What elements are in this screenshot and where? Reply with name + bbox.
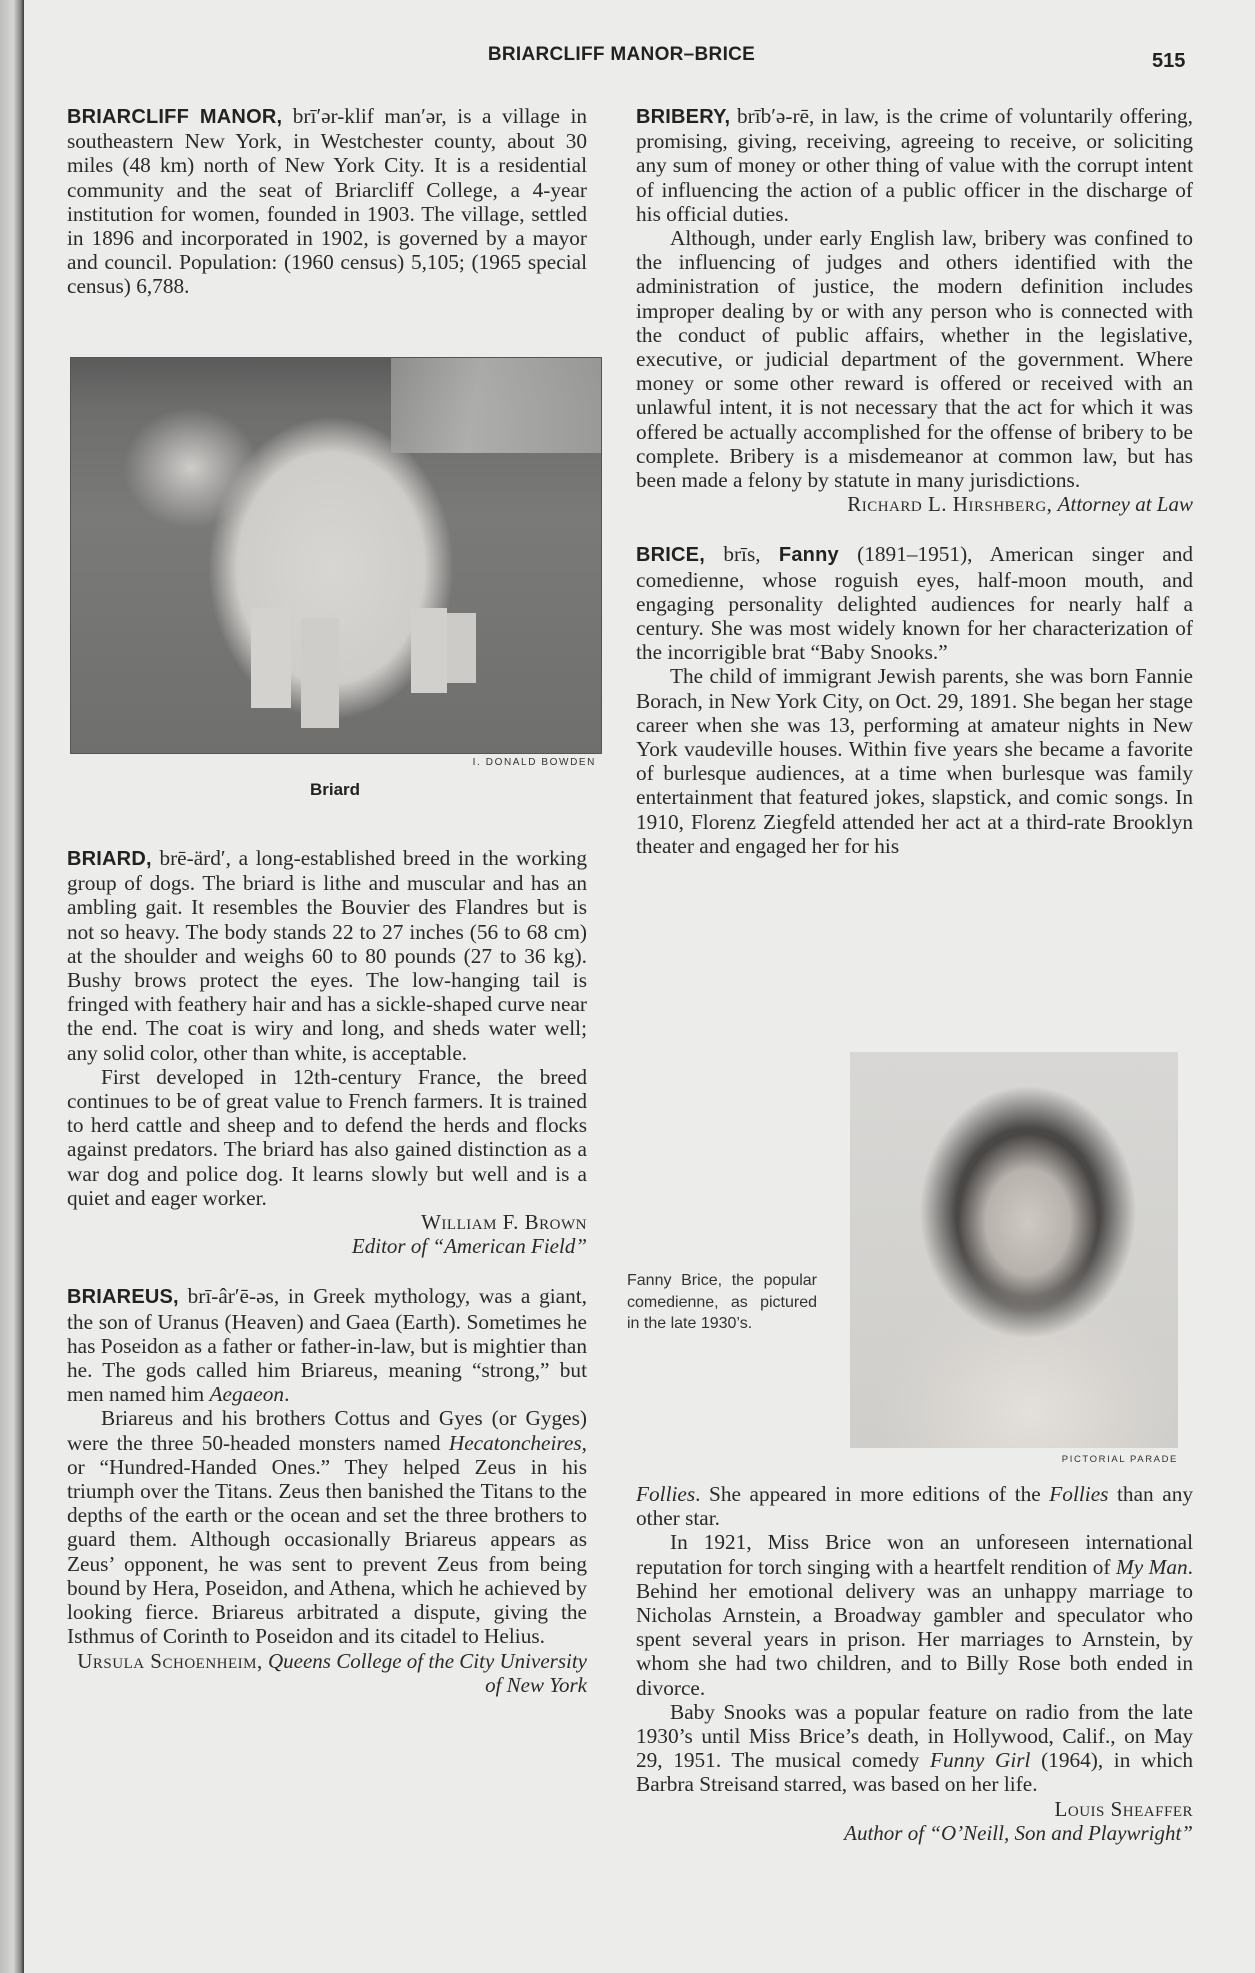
figure-caption: Fanny Brice, the popular comedienne, as pictured in the late 1930’s. [627, 1272, 817, 1332]
entry-paragraph-continued: Follies. She appeared in more editions of the Follies than any other star. [636, 1482, 1193, 1531]
author-affiliation: Attorney at Law [1057, 492, 1193, 517]
entry-text: in law, is the crime of voluntarily offering, promising, giving, receiving, agreeing to receive, or soliciting any sum of money or other thing of value with the corrupt intent of influencing the action of a public officer in the discharge of his official duties. [636, 104, 1193, 226]
entry-briareus: BRIAREUS, brī-âr′ē-əs, in Greek mythology, was a giant, the son of Uranus (Heaven) and Gaea (Earth). Sometimes he has Poseidon as a father or father-in-law, but is mightier than he. The gods called him Briareus, meaning “strong,” but men named him Aegaeon. Briareus and his brothers Cottus and Gyes (or Gyges) were the three 50-headed monsters named Hecatoncheires, or “Hundred-Handed Ones.” They helped Zeus in his triumph over the Titans. Zeus then banished the Titans to the depths of the earth or the ocean and set the three brothers to guard them. Although occasionally Briareus appears as Zeus’ opponent, he was sent to prevent Zeus from being bound by Hera, Poseidon, and Athena, which he achieved by looking fierce. Briareus arbitrated a dispute, giving the Isthmus of Corinth to Poseidon and its citadel to Helius. Ursula Schoenheim, Queens College of the City University of New York [67, 1284, 587, 1697]
pronunciation: brīs, [723, 542, 761, 567]
entry-paragraph: Briareus and his brothers Cottus and Gyes (or Gyges) were the three 50-headed monsters named Hecatoncheires, or “Hundred-Handed Ones.” They helped Zeus in his triumph over the Titans. Zeus then banished the Titans to the depths of the earth or the ocean and set the three brothers to guard them. Although occasionally Briareus appears as Zeus’ opponent, he was sent to prevent Zeus from being bound by Hera, Poseidon, and Athena, which he achieved by looking fierce. Briareus arbitrated a dispute, giving the Isthmus of Corinth to Poseidon and its citadel to Helius. [67, 1406, 587, 1649]
right-column [636, 104, 1193, 858]
author-signature [636, 492, 1193, 516]
entry-briard [67, 846, 587, 1258]
running-head: BRIARCLIFF MANOR–BRICE [487, 44, 756, 65]
left-column-lower [67, 846, 587, 1697]
author-name: Louis Sheaffer [1054, 1796, 1193, 1821]
figure-caption: Briard [309, 780, 361, 799]
briard-photo [70, 357, 602, 754]
author-signature [67, 1649, 587, 1697]
photo-background-structure [391, 358, 601, 453]
author-name: Richard L. Hirshberg, [847, 492, 1053, 517]
entry-brice [636, 542, 1193, 858]
pronunciation: brī′ər-klif man′ər, [292, 104, 447, 128]
encyclopedia-page [24, 0, 1255, 1973]
fanny-brice-photo [850, 1052, 1178, 1448]
author-affiliation: Editor of “American Field” [351, 1234, 587, 1259]
entry-paragraph: The child of immigrant Jewish parents, she was born Fannie Borach, in New York City, on Oct. 29, 1891. She began her stage career when she was 13, performing at amateur nights in New York vaudeville houses. Within five years she became a favorite of burlesque audiences, at a time when burlesque was family entertainment that featured jokes, slapstick, and comic songs. In 1910, Florenz Ziegfeld attended her act at a third-rate Brooklyn theater and engaged her for his [636, 664, 1193, 858]
author-affiliation: Queens College of the City University of New York [267, 1648, 587, 1697]
entry-text: (1891–1951), American singer and comedienne, whose roguish eyes, half-moon mouth, and engaging personality delighted audiences for nearly half a century. She was most widely known for her characterization of the incorrigible brat “Baby Snooks.” [636, 542, 1194, 665]
photo-credit: I. DONALD BOWDEN [472, 757, 596, 768]
dog-legs-shape [241, 608, 491, 728]
headword: BRIAREUS, [67, 1286, 179, 1309]
entry-paragraph: Although, under early English law, bribery was confined to the influencing of judges and others identified with the administration of justice, the modern definition includes improper dealing by or with any person who is connected with the conduct of public affairs, whether in the legislative, executive, or judicial department of the government. Where money or some other reward is offered or received with an unlawful intent, it is not necessary that the act for which it was offered be actually accomplished for the offense of bribery to be complete. Bribery is a misdemeanor at common law, but has been made a felony by statute in many jurisdictions. [636, 226, 1193, 493]
headword: BRIARCLIFF MANOR, [67, 106, 283, 128]
headword: BRIARD, [67, 848, 152, 870]
pronunciation: brī-âr′ē-əs, [187, 1284, 280, 1309]
italic-term: Aegaeon [209, 1382, 285, 1407]
author-name: William F. Brown [421, 1210, 587, 1235]
entry-bribery [636, 104, 1193, 516]
entry-briarcliff-manor [67, 104, 587, 299]
entry-paragraph: Baby Snooks was a popular feature on radio from the late 1930’s until Miss Brice’s death, in Hollywood, Calif., on May 29, 1951. The musical comedy Funny Girl (1964), in which Barbra Streisand starred, was based on her life. [636, 1699, 1193, 1797]
photo-credit: PICTORIAL PARADE [1061, 1454, 1178, 1465]
entry-text: a long-established breed in the working group of dogs. The briard is lithe and muscular and has an ambling gait. It resembles the Bouvier des Flandres but is not so heavy. The body stands 22 to 27 inches (56 to 68 cm) at the shoulder and weighs 60 to 80 pounds (27 to 36 kg). Bushy brows protect the eyes. The low-hanging tail is fringed with feathery hair and has a sickle-shaped curve near the end. The coat is wiry and long, and sheds water well; any solid color, other than white, is acceptable. [67, 846, 587, 1065]
headword: BRICE, [636, 544, 705, 567]
right-column-lower [636, 1482, 1193, 1845]
entry-text: is a village in southeastern New York, in Westchester county, about 30 miles (48 km) north of New York City. It is a residential community and the seat of Briarcliff College, a 4-year institution for women, founded in 1903. The village, settled in 1896 and incorporated in 1902, is governed by a mayor and council. Population: (1960 census) 5,105; (1965 special census) 6,788. [67, 104, 588, 299]
italic-term: Hecatoncheires [448, 1430, 582, 1455]
pronunciation: brē-ärd′, [159, 846, 231, 870]
page-number: 515 [1152, 50, 1186, 72]
left-column [67, 104, 587, 299]
headword: BRIBERY, [636, 106, 731, 128]
book-spine-gutter [0, 0, 24, 1973]
entry-paragraph: First developed in 12th-century France, the breed continues to be of great value to French farmers. It is trained to herd cattle and sheep and to defend the herds and flocks against predators. The briard has also gained distinction as a war dog and police dog. It learns slowly but well and is a quiet and eager worker. [67, 1064, 587, 1210]
entry-text: in Greek mythology, was a giant, the son of Uranus (Heaven) and Gaea (Earth). Sometimes he has Poseidon as a father or father-in-law, but is mightier than he. The gods called him Briareus, meaning “strong,” but men named him [67, 1284, 587, 1407]
given-name: Fanny [778, 544, 839, 567]
author-affiliation: Author of “O’Neill, Son and Playwright” [844, 1820, 1193, 1845]
author-name: Ursula Schoenheim, [77, 1648, 263, 1673]
entry-paragraph: In 1921, Miss Brice won an unforeseen international reputation for torch singing with a heartfelt rendition of My Man. Behind her emotional delivery was an unhappy marriage to Nicholas Arnstein, a Broadway gambler and speculator who spent several years in prison. Her marriages to Arnstein, by whom she had two children, and to Billy Rose both ended in divorce. [636, 1530, 1193, 1700]
pronunciation: brīb′ə-rē, [736, 104, 815, 128]
